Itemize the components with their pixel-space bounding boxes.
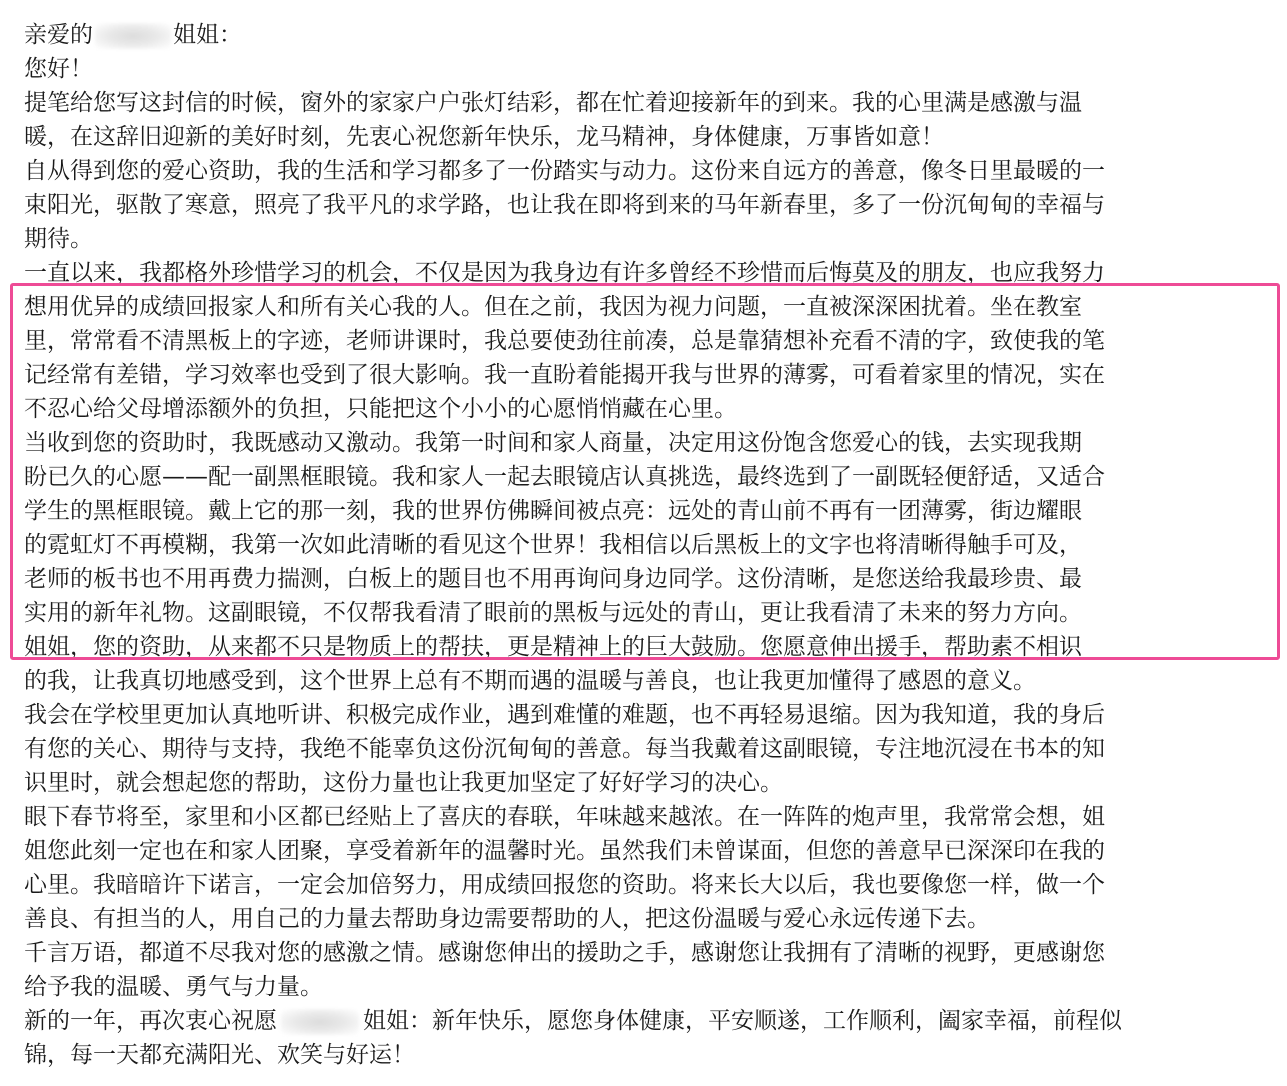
text-line: 眼下春节将至，家里和小区都已经贴上了喜庆的春联，年味越来越浓。在一阵阵的炮声里，我常常会想，姐 [24, 804, 1105, 830]
text-line: 里，常常看不清黑板上的字迹，老师讲课时，我总要使劲往前凑，总是靠猜想补充看不清的字，致使我的笔 [24, 328, 1105, 354]
text-line: 暖，在这辞旧迎新的美好时刻，先衷心祝您新年快乐，龙马精神，身体健康，万事皆如意！ [24, 124, 944, 150]
text-line: 有您的关心、期待与支持，我绝不能辜负这份沉甸甸的善意。每当我戴着这副眼镜，专注地沉浸在书本的知 [24, 736, 1105, 762]
salutation-line [24, 18, 1264, 52]
text-line: 实用的新年礼物。这副眼镜，不仅帮我看清了眼前的黑板与远处的青山，更让我看清了未来的努力方向。 [24, 600, 1082, 626]
text-line: 当收到您的资助时，我既感动又激动。我第一时间和家人商量，决定用这份饱含您爱心的钱，去实现我期 [24, 430, 1082, 456]
text-line: 的霓虹灯不再模糊，我第一次如此清晰的看见这个世界！我相信以后黑板上的文字也将清晰得触手可及， [24, 532, 1082, 558]
text-line: 记经常有差错，学习效率也受到了很大影响。我一直盼着能揭开我与世界的薄雾，可看着家里的情况，实在 [24, 362, 1105, 388]
closing-last-line: 锦，每一天都充满阳光、欢笑与好运！ [24, 1042, 415, 1068]
text-line: 姐您此刻一定也在和家人团聚，享受着新年的温馨时光。虽然我们未曾谋面，但您的善意早已深深印在我的 [24, 838, 1105, 864]
closing-suffix: 姐姐：新年快乐，愿您身体健康，平安顺遂，工作顺利，阖家幸福，前程似 [363, 1008, 1122, 1034]
text-line: 自从得到您的爱心资助，我的生活和学习都多了一份踏实与动力。这份来自远方的善意，像冬日里最暖的一 [24, 158, 1105, 184]
text-line: 学生的黑框眼镜。戴上它的那一刻，我的世界仿佛瞬间被点亮：远处的青山前不再有一团薄雾，街边耀眼 [24, 498, 1082, 524]
text-line: 提笔给您写这封信的时候，窗外的家家户户张灯结彩，都在忙着迎接新年的到来。我的心里满是感激与温 [24, 90, 1082, 116]
text-line: 您好！ [24, 56, 93, 82]
salutation-prefix: 亲爱的 [24, 22, 93, 48]
text-line: 心里。我暗暗许下诺言，一定会加倍努力，用成绩回报您的资助。将来长大以后，我也要像您一样，做一个 [24, 872, 1105, 898]
text-line: 期待。 [24, 226, 93, 252]
redacted-name-blur [281, 1009, 359, 1035]
text-line: 姐姐，您的资助，从来都不只是物质上的帮扶，更是精神上的巨大鼓励。您愿意伸出援手，帮助素不相识 [24, 634, 1082, 660]
text-line: 善良、有担当的人，用自己的力量去帮助身边需要帮助的人，把这份温暖与爱心永远传递下去。 [24, 906, 990, 932]
text-line: 老师的板书也不用再费力揣测，白板上的题目也不用再询问身边同学。这份清晰，是您送给我最珍贵、最 [24, 566, 1082, 592]
redacted-name-blur [95, 23, 171, 49]
closing-prefix: 新的一年，再次衷心祝愿 [24, 1008, 277, 1034]
salutation-suffix: 姐姐： [173, 22, 242, 48]
text-line: 不忍心给父母增添额外的负担，只能把这个小小的心愿悄悄藏在心里。 [24, 396, 737, 422]
closing-line [24, 1004, 1264, 1038]
text-line: 千言万语，都道不尽我对您的感激之情。感谢您伸出的援助之手，感谢您让我拥有了清晰的视野，更感谢您 [24, 940, 1105, 966]
text-line: 给予我的温暖、勇气与力量。 [24, 974, 323, 1000]
text-line: 束阳光，驱散了寒意，照亮了我平凡的求学路，也让我在即将到来的马年新春里，多了一份沉甸甸的幸福与 [24, 192, 1105, 218]
highlight-box [10, 283, 1280, 660]
text-line: 想用优异的成绩回报家人和所有关心我的人。但在之前，我因为视力问题，一直被深深困扰着。坐在教室 [24, 294, 1082, 320]
text-line: 盼已久的心愿——配一副黑框眼镜。我和家人一起去眼镜店认真挑选，最终选到了一副既轻便舒适，又适合 [24, 464, 1105, 490]
text-line: 识里时，就会想起您的帮助，这份力量也让我更加坚定了好好学习的决心。 [24, 770, 783, 796]
text-line: 的我，让我真切地感受到，这个世界上总有不期而遇的温暖与善良，也让我更加懂得了感恩的意义。 [24, 668, 1036, 694]
text-line: 我会在学校里更加认真地听讲、积极完成作业，遇到难懂的难题，也不再轻易退缩。因为我知道，我的身后 [24, 702, 1105, 728]
text-line: 一直以来，我都格外珍惜学习的机会，不仅是因为我身边有许多曾经不珍惜而后悔莫及的朋友，也应我努力 [24, 260, 1105, 286]
